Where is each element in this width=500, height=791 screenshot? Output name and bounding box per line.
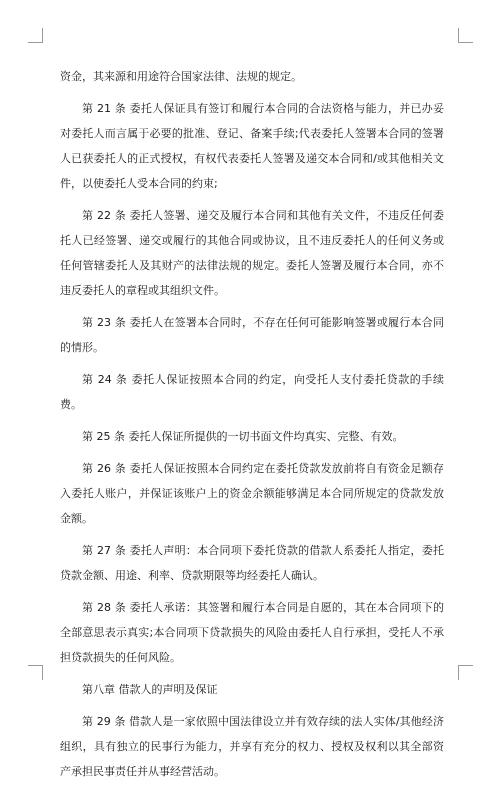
document-body	[60, 64, 444, 791]
crop-mark-bottom-left	[28, 665, 43, 680]
article-23: 第 23 条 委托人在签署本合同时，不存在任何可能影响签署或履行本合同的情形。	[60, 316, 444, 354]
article-28: 第 28 条 委托人承诺：其签署和履行本合同是自愿的，其在本合同项下的全部意思表示真实;本合同项下贷款损失的风险由委托人自行承担，受托人不承担贷款损失的任何风险。	[60, 601, 444, 664]
crop-mark-top-right	[458, 28, 473, 43]
paragraph-continuation: 资金，其来源和用途符合国家法律、法规的规定。	[60, 70, 302, 83]
article-25: 第 25 条 委托人保证所提供的一切书面文件均真实、完整、有效。	[82, 430, 404, 443]
article-21: 第 21 条 委托人保证具有签订和履行本合同的合法资格与能力，并已办妥对委托人而言属于必要的批准、登记、备案手续;代表委托人签署本合同的签署人已获委托人的正式授权，有权代表委托人签署及递交本合同和/或其他相关文件，以使委托人受本合同的约束;	[60, 102, 444, 190]
article-24: 第 24 条 委托人保证按照本合同的约定，向受托人支付委托贷款的手续费。	[60, 373, 444, 411]
article-27: 第 27 条 委托人声明：本合同项下委托贷款的借款人系委托人指定，委托贷款金额、用途、利率、贷款期限等均经委托人确认。	[60, 544, 444, 582]
article-26: 第 26 条 委托人保证按照本合同约定在委托贷款发放前将自有资金足额存入委托人账户，并保证该账户上的资金余额能够满足本合同所规定的贷款发放金额。	[60, 462, 444, 525]
crop-mark-bottom-right	[458, 665, 473, 680]
article-22: 第 22 条 委托人签署、递交及履行本合同和其他有关文件，不违反任何委托人已经签署、递交或履行的其他合同或协议，且不违反委托人的任何义务或任何管辖委托人及其财产的法律法规的规定。委托人签署及履行本合同，亦不违反委托人的章程或其组织文件。	[60, 209, 444, 297]
article-29: 第 29 条 借款人是一家依照中国法律设立并有效存续的法人实体/其他经济组织，具有独立的民事行为能力，并享有充分的权力、授权及权利以其全部资产承担民事责任并从事经营活动。	[60, 715, 444, 778]
chapter-8-heading: 第八章 借款人的声明及保证	[82, 683, 218, 696]
crop-mark-top-left	[28, 28, 43, 43]
